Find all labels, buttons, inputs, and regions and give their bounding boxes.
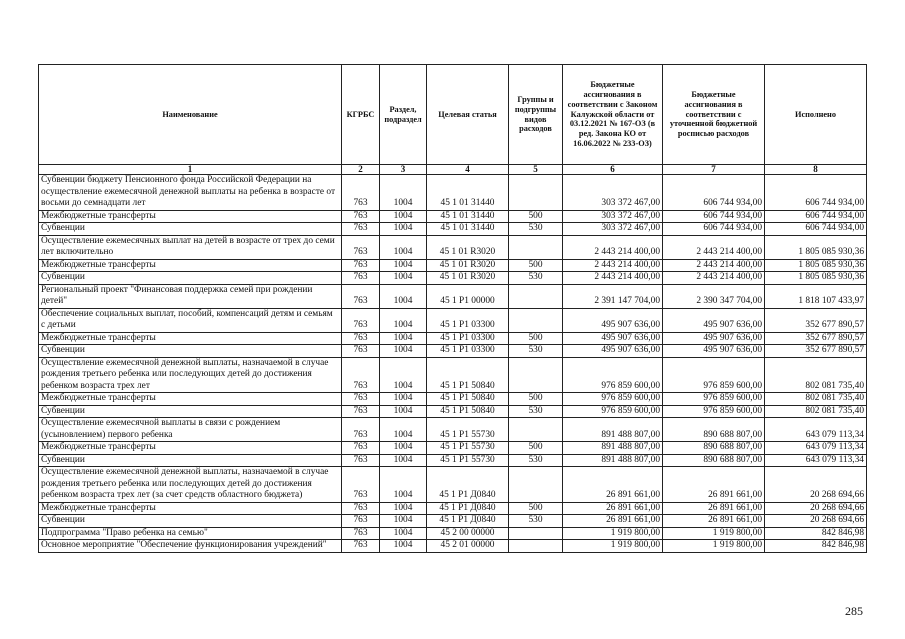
row-kgrbs-cell: 763	[342, 272, 380, 285]
row-target-cell: 45 1 P1 03300	[427, 308, 509, 332]
row-group-cell: 500	[509, 442, 563, 455]
row-group-cell: 530	[509, 345, 563, 358]
row-target-cell: 45 2 00 00000	[427, 527, 509, 540]
column-number: 4	[427, 165, 509, 175]
row-refined-amount-cell: 495 907 636,00	[663, 332, 765, 345]
row-kgrbs-cell: 763	[342, 527, 380, 540]
header-groups: Группы и подгруппы видов расходов	[509, 65, 563, 165]
row-law-amount-cell: 2 443 214 400,00	[563, 259, 663, 272]
row-refined-amount-cell: 495 907 636,00	[663, 308, 765, 332]
row-section-cell: 1004	[380, 259, 427, 272]
row-group-cell	[509, 308, 563, 332]
table-row	[39, 308, 867, 332]
row-target-cell: 45 1 P1 50840	[427, 405, 509, 418]
row-kgrbs-cell: 763	[342, 332, 380, 345]
row-section-cell: 1004	[380, 345, 427, 358]
row-section-cell: 1004	[380, 308, 427, 332]
table-row	[39, 405, 867, 418]
row-law-amount-cell: 891 488 807,00	[563, 418, 663, 442]
row-kgrbs-cell: 763	[342, 515, 380, 528]
row-law-amount-cell: 495 907 636,00	[563, 332, 663, 345]
row-law-amount-cell: 976 859 600,00	[563, 393, 663, 406]
row-section-cell: 1004	[380, 393, 427, 406]
table-row	[39, 332, 867, 345]
row-law-amount-cell: 495 907 636,00	[563, 345, 663, 358]
row-group-cell	[509, 357, 563, 393]
column-number: 6	[563, 165, 663, 175]
row-group-cell: 530	[509, 515, 563, 528]
row-target-cell: 45 1 P1 Д0840	[427, 502, 509, 515]
row-section-cell: 1004	[380, 272, 427, 285]
table-row	[39, 393, 867, 406]
row-group-cell	[509, 467, 563, 503]
row-section-cell: 1004	[380, 540, 427, 553]
row-law-amount-cell: 303 372 467,00	[563, 223, 663, 236]
table-row	[39, 442, 867, 455]
row-kgrbs-cell: 763	[342, 210, 380, 223]
row-name-cell: Межбюджетные трансферты	[39, 210, 342, 223]
row-law-amount-cell: 26 891 661,00	[563, 467, 663, 503]
row-executed-amount-cell: 20 268 694,66	[765, 502, 867, 515]
row-section-cell: 1004	[380, 502, 427, 515]
row-group-cell: 500	[509, 210, 563, 223]
row-group-cell	[509, 527, 563, 540]
row-group-cell: 500	[509, 393, 563, 406]
row-law-amount-cell: 2 391 147 704,00	[563, 284, 663, 308]
table-row	[39, 540, 867, 553]
column-number: 7	[663, 165, 765, 175]
row-kgrbs-cell: 763	[342, 467, 380, 503]
row-executed-amount-cell: 1 805 085 930,36	[765, 235, 867, 259]
row-section-cell: 1004	[380, 210, 427, 223]
row-name-cell: Региональный проект "Финансовая поддержка семей при рождении детей"	[39, 284, 342, 308]
row-name-cell: Субвенции	[39, 515, 342, 528]
row-group-cell	[509, 175, 563, 211]
row-section-cell: 1004	[380, 175, 427, 211]
row-target-cell: 45 1 P1 Д0840	[427, 515, 509, 528]
table-row	[39, 175, 867, 211]
row-refined-amount-cell: 26 891 661,00	[663, 467, 765, 503]
row-law-amount-cell: 891 488 807,00	[563, 442, 663, 455]
row-kgrbs-cell: 763	[342, 235, 380, 259]
row-kgrbs-cell: 763	[342, 345, 380, 358]
row-target-cell: 45 1 01 R3020	[427, 272, 509, 285]
row-target-cell: 45 1 P1 03300	[427, 345, 509, 358]
row-law-amount-cell: 495 907 636,00	[563, 308, 663, 332]
row-executed-amount-cell: 643 079 113,34	[765, 454, 867, 467]
row-executed-amount-cell: 842 846,98	[765, 527, 867, 540]
row-executed-amount-cell: 606 744 934,00	[765, 175, 867, 211]
row-law-amount-cell: 303 372 467,00	[563, 175, 663, 211]
row-kgrbs-cell: 763	[342, 442, 380, 455]
row-name-cell: Обеспечение социальных выплат, пособий, компенсаций детям и семьям с детьми	[39, 308, 342, 332]
row-target-cell: 45 1 01 R3020	[427, 259, 509, 272]
header-executed: Исполнено	[765, 65, 867, 165]
row-refined-amount-cell: 2 443 214 400,00	[663, 272, 765, 285]
row-group-cell: 500	[509, 259, 563, 272]
row-refined-amount-cell: 2 390 347 704,00	[663, 284, 765, 308]
row-section-cell: 1004	[380, 442, 427, 455]
row-executed-amount-cell: 1 805 085 930,36	[765, 259, 867, 272]
row-law-amount-cell: 26 891 661,00	[563, 502, 663, 515]
row-section-cell: 1004	[380, 284, 427, 308]
row-refined-amount-cell: 606 744 934,00	[663, 175, 765, 211]
header-name: Наименование	[39, 65, 342, 165]
table-row	[39, 357, 867, 393]
row-refined-amount-cell: 2 443 214 400,00	[663, 259, 765, 272]
column-number: 8	[765, 165, 867, 175]
row-group-cell: 500	[509, 502, 563, 515]
row-target-cell: 45 1 P1 00000	[427, 284, 509, 308]
row-kgrbs-cell: 763	[342, 393, 380, 406]
row-target-cell: 45 1 P1 55730	[427, 442, 509, 455]
row-section-cell: 1004	[380, 515, 427, 528]
row-executed-amount-cell: 643 079 113,34	[765, 442, 867, 455]
row-target-cell: 45 1 P1 55730	[427, 454, 509, 467]
row-law-amount-cell: 1 919 800,00	[563, 540, 663, 553]
header-kgrbs: КГРБС	[342, 65, 380, 165]
row-kgrbs-cell: 763	[342, 259, 380, 272]
row-refined-amount-cell: 26 891 661,00	[663, 515, 765, 528]
row-executed-amount-cell: 352 677 890,57	[765, 345, 867, 358]
row-target-cell: 45 1 01 31440	[427, 210, 509, 223]
row-refined-amount-cell: 976 859 600,00	[663, 405, 765, 418]
row-name-cell: Межбюджетные трансферты	[39, 393, 342, 406]
row-refined-amount-cell: 606 744 934,00	[663, 223, 765, 236]
row-refined-amount-cell: 495 907 636,00	[663, 345, 765, 358]
table-body	[39, 175, 867, 553]
row-name-cell: Осуществление ежемесячной денежной выплаты, назначаемой в случае рождения третьего ребенка или последующих детей до достижения ребенком возраста трех лет (за счет средств областного бюджета)	[39, 467, 342, 503]
row-executed-amount-cell: 20 268 694,66	[765, 467, 867, 503]
column-number: 3	[380, 165, 427, 175]
row-group-cell: 500	[509, 332, 563, 345]
row-executed-amount-cell: 802 081 735,40	[765, 393, 867, 406]
table-row	[39, 223, 867, 236]
row-section-cell: 1004	[380, 454, 427, 467]
row-kgrbs-cell: 763	[342, 223, 380, 236]
header-target: Целевая статья	[427, 65, 509, 165]
row-kgrbs-cell: 763	[342, 357, 380, 393]
row-name-cell: Субвенции	[39, 272, 342, 285]
row-kgrbs-cell: 763	[342, 405, 380, 418]
row-kgrbs-cell: 763	[342, 175, 380, 211]
row-refined-amount-cell: 890 688 807,00	[663, 454, 765, 467]
table-row	[39, 210, 867, 223]
row-kgrbs-cell: 763	[342, 540, 380, 553]
row-executed-amount-cell: 1 818 107 433,97	[765, 284, 867, 308]
budget-table	[38, 64, 867, 553]
row-refined-amount-cell: 606 744 934,00	[663, 210, 765, 223]
table-row	[39, 418, 867, 442]
column-number: 5	[509, 165, 563, 175]
row-name-cell: Подпрограмма "Право ребенка на семью"	[39, 527, 342, 540]
row-executed-amount-cell: 352 677 890,57	[765, 308, 867, 332]
row-law-amount-cell: 976 859 600,00	[563, 357, 663, 393]
row-name-cell: Межбюджетные трансферты	[39, 332, 342, 345]
row-target-cell: 45 1 01 R3020	[427, 235, 509, 259]
row-section-cell: 1004	[380, 405, 427, 418]
row-name-cell: Осуществление ежемесячных выплат на детей в возрасте от трех до семи лет включительно	[39, 235, 342, 259]
row-section-cell: 1004	[380, 223, 427, 236]
row-law-amount-cell: 303 372 467,00	[563, 210, 663, 223]
row-section-cell: 1004	[380, 332, 427, 345]
row-group-cell: 530	[509, 454, 563, 467]
row-executed-amount-cell: 606 744 934,00	[765, 210, 867, 223]
row-executed-amount-cell: 802 081 735,40	[765, 357, 867, 393]
row-target-cell: 45 1 01 31440	[427, 223, 509, 236]
row-name-cell: Субвенции бюджету Пенсионного фонда Российской Федерации на осуществление ежемесячной денежной выплаты на ребенка в возрасте от восьми до семнадцати лет	[39, 175, 342, 211]
row-target-cell: 45 1 01 31440	[427, 175, 509, 211]
row-group-cell	[509, 235, 563, 259]
row-executed-amount-cell: 1 805 085 930,36	[765, 272, 867, 285]
header-section: Раздел, подраздел	[380, 65, 427, 165]
row-name-cell: Субвенции	[39, 223, 342, 236]
row-target-cell: 45 1 P1 50840	[427, 393, 509, 406]
header-law: Бюджетные ассигнования в соответствии с Законом Калужской области от 03.12.2021 № 167-ОЗ (в ред. Закона КО от 16.06.2022 № 233-ОЗ)	[563, 65, 663, 165]
row-refined-amount-cell: 976 859 600,00	[663, 393, 765, 406]
row-target-cell: 45 1 P1 55730	[427, 418, 509, 442]
row-executed-amount-cell: 352 677 890,57	[765, 332, 867, 345]
table-row	[39, 502, 867, 515]
row-law-amount-cell: 2 443 214 400,00	[563, 272, 663, 285]
row-refined-amount-cell: 890 688 807,00	[663, 442, 765, 455]
row-name-cell: Межбюджетные трансферты	[39, 502, 342, 515]
row-law-amount-cell: 26 891 661,00	[563, 515, 663, 528]
row-group-cell	[509, 284, 563, 308]
table-row	[39, 345, 867, 358]
row-refined-amount-cell: 976 859 600,00	[663, 357, 765, 393]
row-target-cell: 45 1 P1 03300	[427, 332, 509, 345]
row-group-cell: 530	[509, 272, 563, 285]
row-target-cell: 45 2 01 00000	[427, 540, 509, 553]
row-section-cell: 1004	[380, 467, 427, 503]
row-name-cell: Субвенции	[39, 454, 342, 467]
row-refined-amount-cell: 2 443 214 400,00	[663, 235, 765, 259]
row-target-cell: 45 1 P1 Д0840	[427, 467, 509, 503]
row-name-cell: Осуществление ежемесячной выплаты в связи с рождением (усыновлением) первого ребенка	[39, 418, 342, 442]
row-kgrbs-cell: 763	[342, 418, 380, 442]
row-law-amount-cell: 2 443 214 400,00	[563, 235, 663, 259]
row-refined-amount-cell: 890 688 807,00	[663, 418, 765, 442]
row-executed-amount-cell: 802 081 735,40	[765, 405, 867, 418]
table-row	[39, 454, 867, 467]
table-row	[39, 259, 867, 272]
column-number: 2	[342, 165, 380, 175]
header-row	[39, 65, 867, 165]
row-executed-amount-cell: 20 268 694,66	[765, 515, 867, 528]
row-law-amount-cell: 1 919 800,00	[563, 527, 663, 540]
row-group-cell	[509, 418, 563, 442]
row-section-cell: 1004	[380, 418, 427, 442]
row-group-cell	[509, 540, 563, 553]
row-target-cell: 45 1 P1 50840	[427, 357, 509, 393]
row-name-cell: Субвенции	[39, 405, 342, 418]
table-row	[39, 272, 867, 285]
row-name-cell: Осуществление ежемесячной денежной выплаты, назначаемой в случае рождения третьего ребенка или последующих детей до достижения ребенком возраста трех лет	[39, 357, 342, 393]
row-refined-amount-cell: 26 891 661,00	[663, 502, 765, 515]
row-kgrbs-cell: 763	[342, 454, 380, 467]
row-executed-amount-cell: 842 846,98	[765, 540, 867, 553]
column-number-row	[39, 165, 867, 175]
row-refined-amount-cell: 1 919 800,00	[663, 540, 765, 553]
row-kgrbs-cell: 763	[342, 308, 380, 332]
row-name-cell: Субвенции	[39, 345, 342, 358]
row-section-cell: 1004	[380, 357, 427, 393]
row-group-cell: 530	[509, 405, 563, 418]
table-row	[39, 284, 867, 308]
row-kgrbs-cell: 763	[342, 502, 380, 515]
row-law-amount-cell: 891 488 807,00	[563, 454, 663, 467]
table-row	[39, 235, 867, 259]
row-group-cell: 530	[509, 223, 563, 236]
row-name-cell: Межбюджетные трансферты	[39, 442, 342, 455]
page-number: 285	[845, 604, 863, 618]
header-refined: Бюджетные ассигнования в соответствии с уточненной бюджетной росписью расходов	[663, 65, 765, 165]
row-executed-amount-cell: 643 079 113,34	[765, 418, 867, 442]
row-law-amount-cell: 976 859 600,00	[563, 405, 663, 418]
row-section-cell: 1004	[380, 527, 427, 540]
row-executed-amount-cell: 606 744 934,00	[765, 223, 867, 236]
table-row	[39, 467, 867, 503]
row-refined-amount-cell: 1 919 800,00	[663, 527, 765, 540]
table-row	[39, 527, 867, 540]
row-name-cell: Основное мероприятие "Обеспечение функционирования учреждений"	[39, 540, 342, 553]
table-row	[39, 515, 867, 528]
column-number: 1	[39, 165, 342, 175]
row-name-cell: Межбюджетные трансферты	[39, 259, 342, 272]
row-section-cell: 1004	[380, 235, 427, 259]
row-kgrbs-cell: 763	[342, 284, 380, 308]
